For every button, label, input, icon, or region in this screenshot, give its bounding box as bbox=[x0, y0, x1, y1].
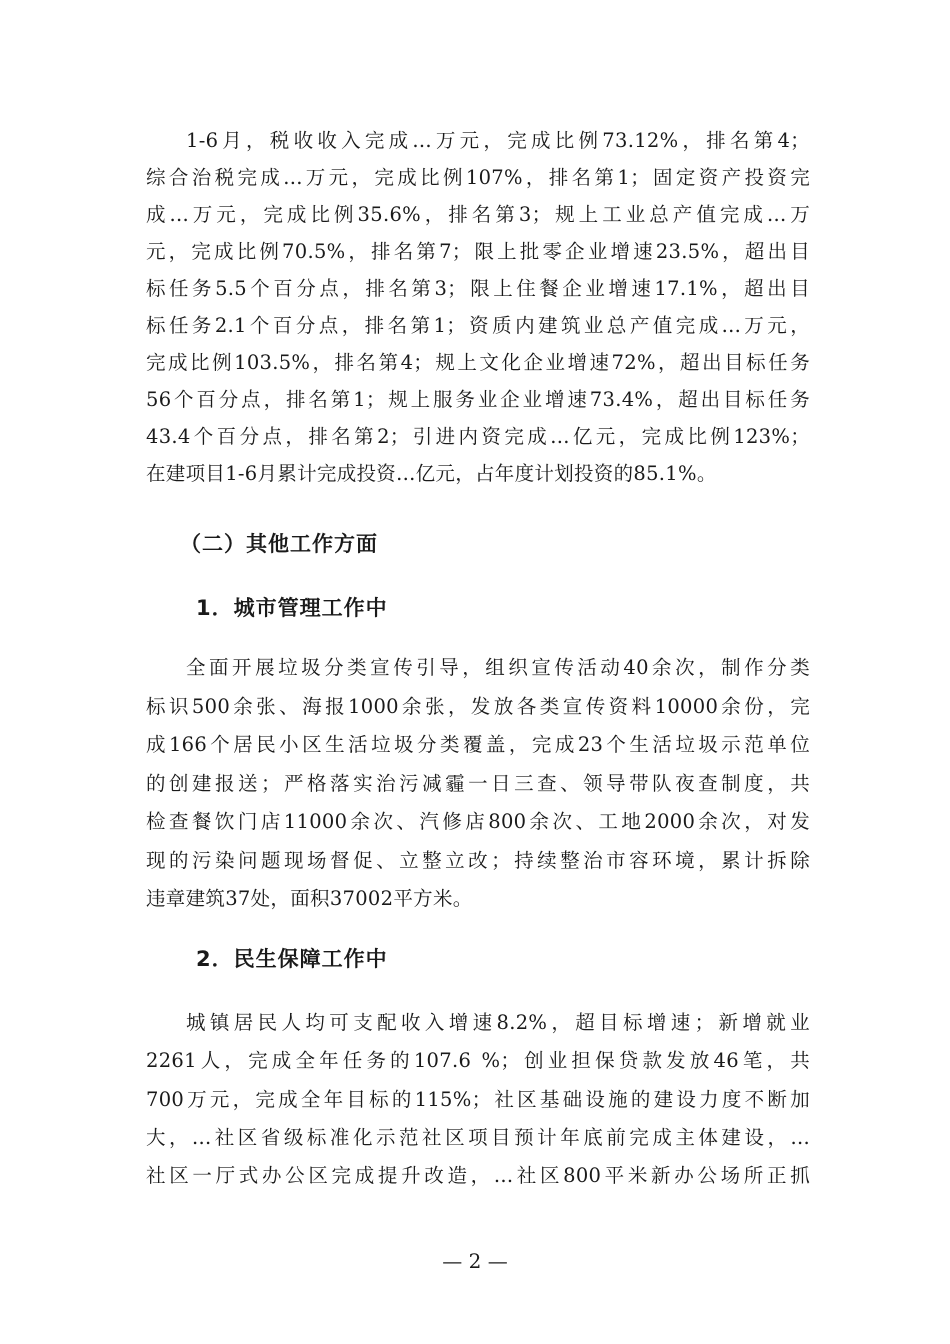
section-heading-other-work: （二）其他工作方面 bbox=[180, 532, 378, 556]
paragraph-line: 在建项目1-6月累计完成投资...亿元，占年度计划投资的85.1%。 bbox=[146, 462, 717, 485]
paragraph-line: 56个百分点，排名第1；规上服务业企业增速73.4%，超出目标任务 bbox=[146, 388, 810, 411]
paragraph-line: 检查餐饮门店11000余次、汽修店800余次、工地2000余次，对发 bbox=[146, 810, 810, 833]
paragraph-line: 标识500余张、海报1000余张，发放各类宣传资料10000余份，完 bbox=[146, 695, 810, 718]
paragraph-line: 2261人，完成全年任务的107.6 %；创业担保贷款发放46笔，共 bbox=[146, 1049, 810, 1072]
page-number: — 2 — bbox=[442, 1249, 508, 1273]
paragraph-line: 全面开展垃圾分类宣传引导，组织宣传活动40余次，制作分类 bbox=[186, 656, 810, 679]
paragraph-line: 标任务2.1个百分点，排名第1；资质内建筑业总产值完成...万元， bbox=[146, 314, 810, 337]
paragraph-line: 元，完成比例70.5%，排名第7；限上批零企业增速23.5%，超出目 bbox=[146, 240, 810, 263]
paragraph-line: 成...万元，完成比例35.6%，排名第3；规上工业总产值完成...万 bbox=[146, 203, 810, 226]
subsection-heading-city-management: 1．城市管理工作中 bbox=[196, 596, 388, 620]
paragraph-line: 完成比例103.5%，排名第4；规上文化企业增速72%，超出目标任务 bbox=[146, 351, 810, 374]
paragraph-line: 700万元，完成全年目标的115%；社区基础设施的建设力度不断加 bbox=[146, 1088, 810, 1111]
paragraph-line: 综合治税完成...万元，完成比例107%，排名第1；固定资产投资完 bbox=[146, 166, 810, 189]
paragraph-line: 现的污染问题现场督促、立整立改；持续整治市容环境，累计拆除 bbox=[146, 849, 810, 872]
paragraph-line: 城镇居民人均可支配收入增速8.2%，超目标增速；新增就业 bbox=[186, 1011, 810, 1034]
paragraph-line: 社区一厅式办公区完成提升改造，...社区800平米新办公场所正抓 bbox=[146, 1164, 810, 1187]
paragraph-line: 的创建报送；严格落实治污减霾一日三查、领导带队夜查制度，共 bbox=[146, 772, 810, 795]
paragraph-line: 大，...社区省级标准化示范社区项目预计年底前完成主体建设，... bbox=[146, 1126, 810, 1149]
paragraph-line: 43.4个百分点，排名第2；引进内资完成...亿元，完成比例123%； bbox=[146, 425, 810, 448]
paragraph-line: 1-6月，税收收入完成...万元，完成比例73.12%，排名第4； bbox=[186, 129, 810, 152]
paragraph-line: 成166个居民小区生活垃圾分类覆盖，完成23个生活垃圾示范单位 bbox=[146, 733, 810, 756]
paragraph-line: 标任务5.5个百分点，排名第3；限上住餐企业增速17.1%，超出目 bbox=[146, 277, 810, 300]
subsection-heading-livelihood: 2．民生保障工作中 bbox=[196, 947, 388, 971]
paragraph-line: 违章建筑37处，面积37002平方米。 bbox=[146, 887, 473, 910]
